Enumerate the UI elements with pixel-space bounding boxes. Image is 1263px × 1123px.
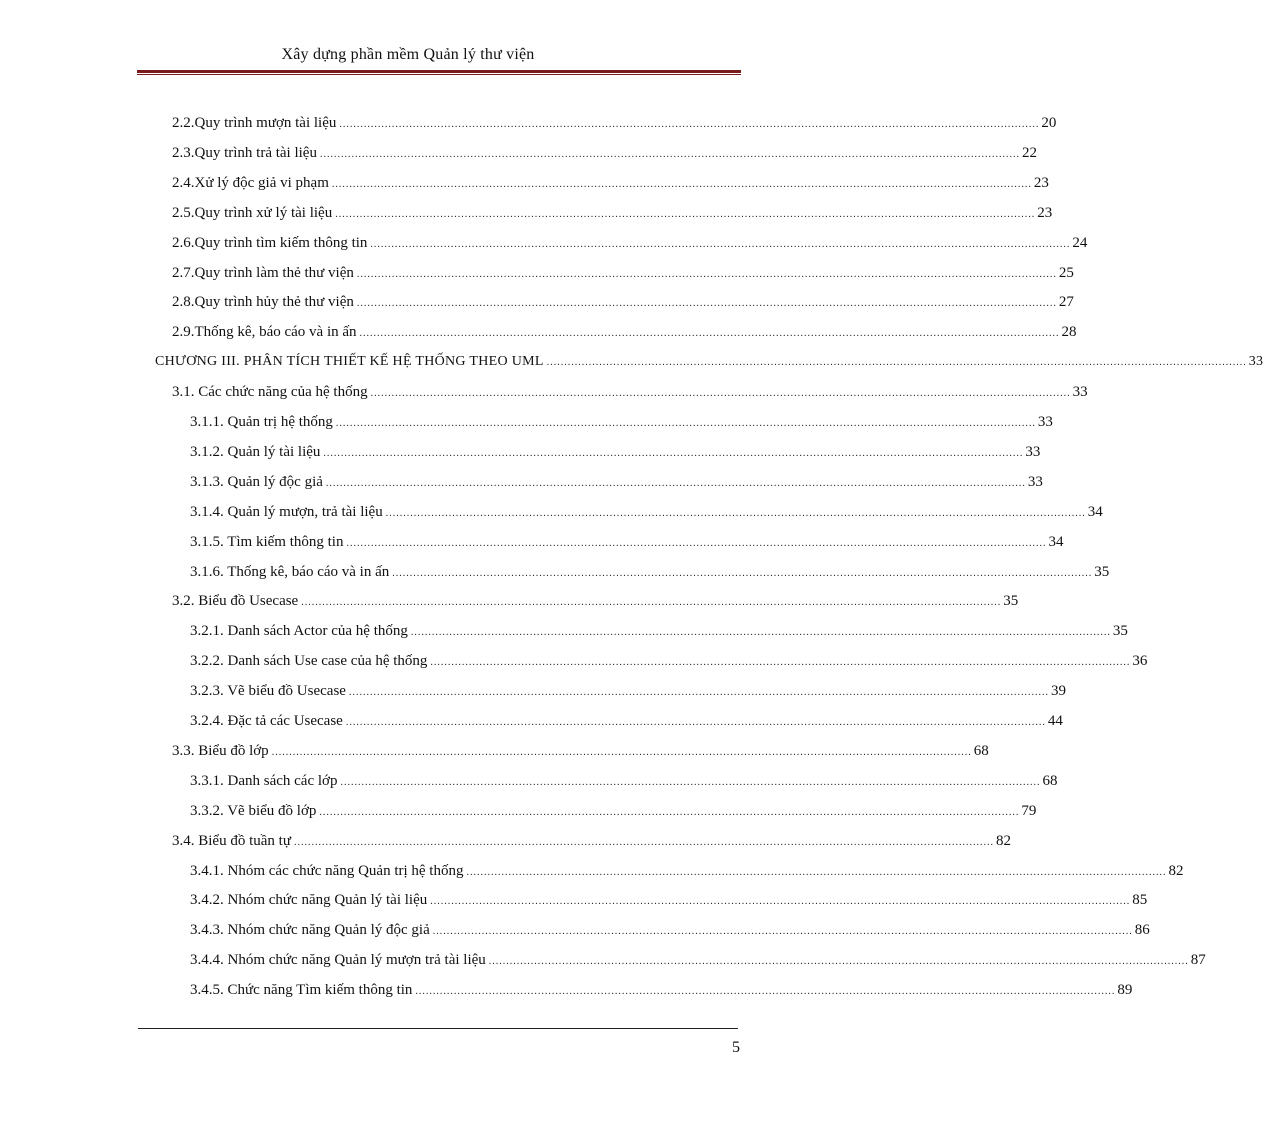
toc-entry-page: 33	[1248, 354, 1263, 369]
toc-entry-title: 3.2.3. Vẽ biểu đồ Usecase	[190, 683, 346, 699]
toc-entry-title: 3.4.2. Nhóm chức năng Quản lý tài liệu	[190, 892, 428, 908]
toc-entry[interactable]	[190, 770, 1058, 792]
toc-dot-leader: ........................................................................................................................................................................................................	[293, 837, 994, 848]
toc-entry[interactable]	[190, 860, 1184, 882]
toc-entry-title: 3.2.1. Danh sách Actor của hệ thống	[190, 623, 408, 639]
toc-entry-title: 3.2.4. Đặc tả các Usecase	[190, 713, 343, 729]
toc-dot-leader: ........................................................................................................................................................................................................	[370, 239, 1071, 250]
toc-entry-title: 3.4.5. Chức năng Tìm kiếm thông tin	[190, 982, 413, 998]
toc-entry-page: 35	[1094, 564, 1110, 580]
toc-entry-title: 3.1.5. Tìm kiếm thông tin	[190, 534, 344, 550]
toc-dot-leader: ........................................................................................................................................................................................................	[335, 418, 1036, 429]
toc-entry[interactable]	[190, 620, 1128, 642]
toc-entry-page: 68	[973, 743, 989, 759]
header-rule-thick	[137, 70, 741, 73]
toc-entry[interactable]	[172, 590, 1019, 612]
toc-entry[interactable]	[190, 979, 1133, 1001]
toc-entry-page: 85	[1132, 892, 1148, 908]
toc-entry-page: 82	[995, 833, 1011, 849]
toc-entry-page: 23	[1033, 175, 1049, 191]
toc-entry-title: 3.1. Các chức năng của hệ thống	[172, 384, 368, 400]
toc-entry-page: 82	[1168, 863, 1184, 879]
toc-entry-number: 2.7.	[172, 265, 195, 281]
toc-entry-page: 39	[1050, 683, 1066, 699]
toc-entry-title: Thống kê, báo cáo và in ấn	[194, 324, 357, 340]
toc-entry-title: 3.4. Biểu đồ tuần tự	[172, 833, 291, 849]
toc-entry-page: 89	[1117, 982, 1133, 998]
toc-entry-page: 36	[1132, 653, 1148, 669]
toc-dot-leader: ........................................................................................................................................................................................................	[430, 657, 1131, 668]
toc-entry-page: 68	[1042, 773, 1058, 789]
toc-entry[interactable]	[190, 561, 1110, 583]
toc-chapter-entry[interactable]	[155, 351, 1263, 373]
toc-entry[interactable]	[190, 501, 1103, 523]
toc-entry-number: 2.4.	[172, 175, 195, 191]
toc-entry[interactable]	[190, 650, 1148, 672]
toc-entry-title: 3.2.2. Danh sách Use case của hệ thống	[190, 653, 428, 669]
toc-entry-page: 44	[1047, 713, 1063, 729]
toc-entry-page: 33	[1072, 384, 1088, 400]
toc-entry-title: Xử lý độc giả vi phạm	[194, 175, 329, 191]
toc-entry[interactable]	[172, 262, 1074, 284]
toc-dot-leader: ........................................................................................................................................................................................................	[385, 508, 1086, 519]
toc-entry-title: 3.1.1. Quản trị hệ thống	[190, 414, 333, 430]
toc-dot-leader: ........................................................................................................................................................................................................	[271, 747, 972, 758]
toc-entry[interactable]	[172, 291, 1074, 313]
toc-entry[interactable]	[190, 710, 1063, 732]
toc-entry-title: 3.1.2. Quản lý tài liệu	[190, 444, 321, 460]
toc-entry[interactable]	[172, 112, 1057, 134]
toc-dot-leader: ........................................................................................................................................................................................................	[319, 807, 1020, 818]
toc-entry-page: 22	[1021, 145, 1037, 161]
toc-entry-number: 2.3.	[172, 145, 195, 161]
toc-entry-title: Quy trình làm thẻ thư viện	[194, 265, 354, 281]
toc-entry[interactable]	[190, 471, 1043, 493]
toc-dot-leader: ........................................................................................................................................................................................................	[359, 328, 1060, 339]
toc-entry-title: Quy trình hủy thẻ thư viện	[194, 294, 354, 310]
toc-dot-leader: ........................................................................................................................................................................................................	[339, 119, 1040, 130]
toc-entry-title: CHƯƠNG III. PHÂN TÍCH THIẾT KẾ HỆ THỐNG THEO UML	[155, 354, 544, 369]
toc-entry[interactable]	[190, 411, 1053, 433]
toc-entry[interactable]	[190, 889, 1148, 911]
toc-entry[interactable]	[172, 202, 1053, 224]
toc-dot-leader: ........................................................................................................................................................................................................	[430, 896, 1131, 907]
toc-entry-page: 79	[1021, 803, 1037, 819]
toc-entry-page: 87	[1190, 952, 1206, 968]
toc-entry[interactable]	[190, 441, 1041, 463]
toc-dot-leader: ........................................................................................................................................................................................................	[346, 538, 1047, 549]
toc-entry-title: Quy trình trả tài liệu	[194, 145, 317, 161]
toc-dot-leader: ........................................................................................................................................................................................................	[432, 926, 1133, 937]
toc-dot-leader: ........................................................................................................................................................................................................	[335, 209, 1036, 220]
toc-entry-title: 3.4.1. Nhóm các chức năng Quản trị hệ thống	[190, 863, 464, 879]
toc-dot-leader: ........................................................................................................................................................................................................	[546, 357, 1247, 368]
toc-entry-title: 3.3.2. Vẽ biểu đồ lớp	[190, 803, 317, 819]
toc-entry-page: 25	[1058, 265, 1074, 281]
toc-entry[interactable]	[190, 531, 1064, 553]
toc-entry-number: 2.2.	[172, 115, 195, 131]
toc-dot-leader: ........................................................................................................................................................................................................	[331, 179, 1032, 190]
toc-entry[interactable]	[190, 800, 1037, 822]
toc-dot-leader: ........................................................................................................................................................................................................	[466, 867, 1167, 878]
toc-entry[interactable]	[190, 949, 1206, 971]
toc-dot-leader: ........................................................................................................................................................................................................	[345, 717, 1046, 728]
toc-entry-page: 20	[1041, 115, 1057, 131]
header-rule-thin	[137, 74, 741, 75]
toc-entry-number: 2.8.	[172, 294, 195, 310]
toc-entry-page: 33	[1025, 444, 1041, 460]
toc-entry[interactable]	[172, 830, 1011, 852]
toc-dot-leader: ........................................................................................................................................................................................................	[410, 627, 1111, 638]
header-title: Xây dựng phần mềm Quản lý thư viện	[281, 46, 535, 63]
toc-entry-title: 3.4.3. Nhóm chức năng Quản lý độc giả	[190, 922, 430, 938]
toc-entry-page: 27	[1058, 294, 1074, 310]
toc-entry[interactable]	[172, 142, 1037, 164]
toc-dot-leader: ........................................................................................................................................................................................................	[319, 149, 1020, 160]
toc-entry-title: 3.3. Biểu đồ lớp	[172, 743, 269, 759]
toc-entry-page: 23	[1037, 205, 1053, 221]
toc-entry-title: Quy trình mượn tài liệu	[194, 115, 337, 131]
toc-entry-number: 2.9.	[172, 324, 195, 340]
toc-dot-leader: ........................................................................................................................................................................................................	[323, 448, 1024, 459]
toc-dot-leader: ........................................................................................................................................................................................................	[301, 597, 1002, 608]
toc-dot-leader: ........................................................................................................................................................................................................	[488, 956, 1189, 967]
toc-entry-page: 24	[1072, 235, 1088, 251]
toc-entry-page: 35	[1112, 623, 1128, 639]
toc-entry-title: Quy trình xử lý tài liệu	[194, 205, 333, 221]
toc-dot-leader: ........................................................................................................................................................................................................	[348, 687, 1049, 698]
toc-entry-page: 34	[1087, 504, 1103, 520]
toc-dot-leader: ........................................................................................................................................................................................................	[392, 568, 1093, 579]
toc-entry-number: 2.5.	[172, 205, 195, 221]
toc-entry[interactable]	[190, 919, 1150, 941]
toc-entry-title: 3.4.4. Nhóm chức năng Quản lý mượn trả tài liệu	[190, 952, 486, 968]
toc-entry-title: 3.3.1. Danh sách các lớp	[190, 773, 338, 789]
page-number: 5	[732, 1039, 740, 1056]
toc-entry-page: 34	[1048, 534, 1064, 550]
toc-dot-leader: ........................................................................................................................................................................................................	[415, 986, 1116, 997]
toc-entry[interactable]	[172, 321, 1077, 343]
toc-entry-title: 3.1.6. Thống kê, báo cáo và in ấn	[190, 564, 390, 580]
toc-entry-page: 28	[1061, 324, 1077, 340]
toc-entry-title: 3.2. Biểu đồ Usecase	[172, 593, 299, 609]
toc-entry-page: 86	[1134, 922, 1150, 938]
toc-dot-leader: ........................................................................................................................................................................................................	[356, 298, 1057, 309]
toc-entry-page: 33	[1037, 414, 1053, 430]
toc-entry-page: 35	[1003, 593, 1019, 609]
toc-dot-leader: ........................................................................................................................................................................................................	[325, 478, 1026, 489]
toc-entry[interactable]	[172, 172, 1049, 194]
footer-rule	[138, 1028, 738, 1029]
toc-dot-leader: ........................................................................................................................................................................................................	[356, 269, 1057, 280]
toc-entry-title: 3.1.3. Quản lý độc giả	[190, 474, 323, 490]
toc-entry-page: 33	[1027, 474, 1043, 490]
toc-dot-leader: ........................................................................................................................................................................................................	[370, 388, 1071, 399]
toc-entry-number: 2.6.	[172, 235, 195, 251]
toc-entry[interactable]	[172, 232, 1088, 254]
toc-dot-leader: ........................................................................................................................................................................................................	[340, 777, 1041, 788]
toc-entry[interactable]	[172, 381, 1088, 403]
toc-entry[interactable]	[172, 740, 989, 762]
toc-entry[interactable]	[190, 680, 1066, 702]
toc-entry-title: 3.1.4. Quản lý mượn, trả tài liệu	[190, 504, 383, 520]
toc-entry-title: Quy trình tìm kiếm thông tin	[194, 235, 368, 251]
